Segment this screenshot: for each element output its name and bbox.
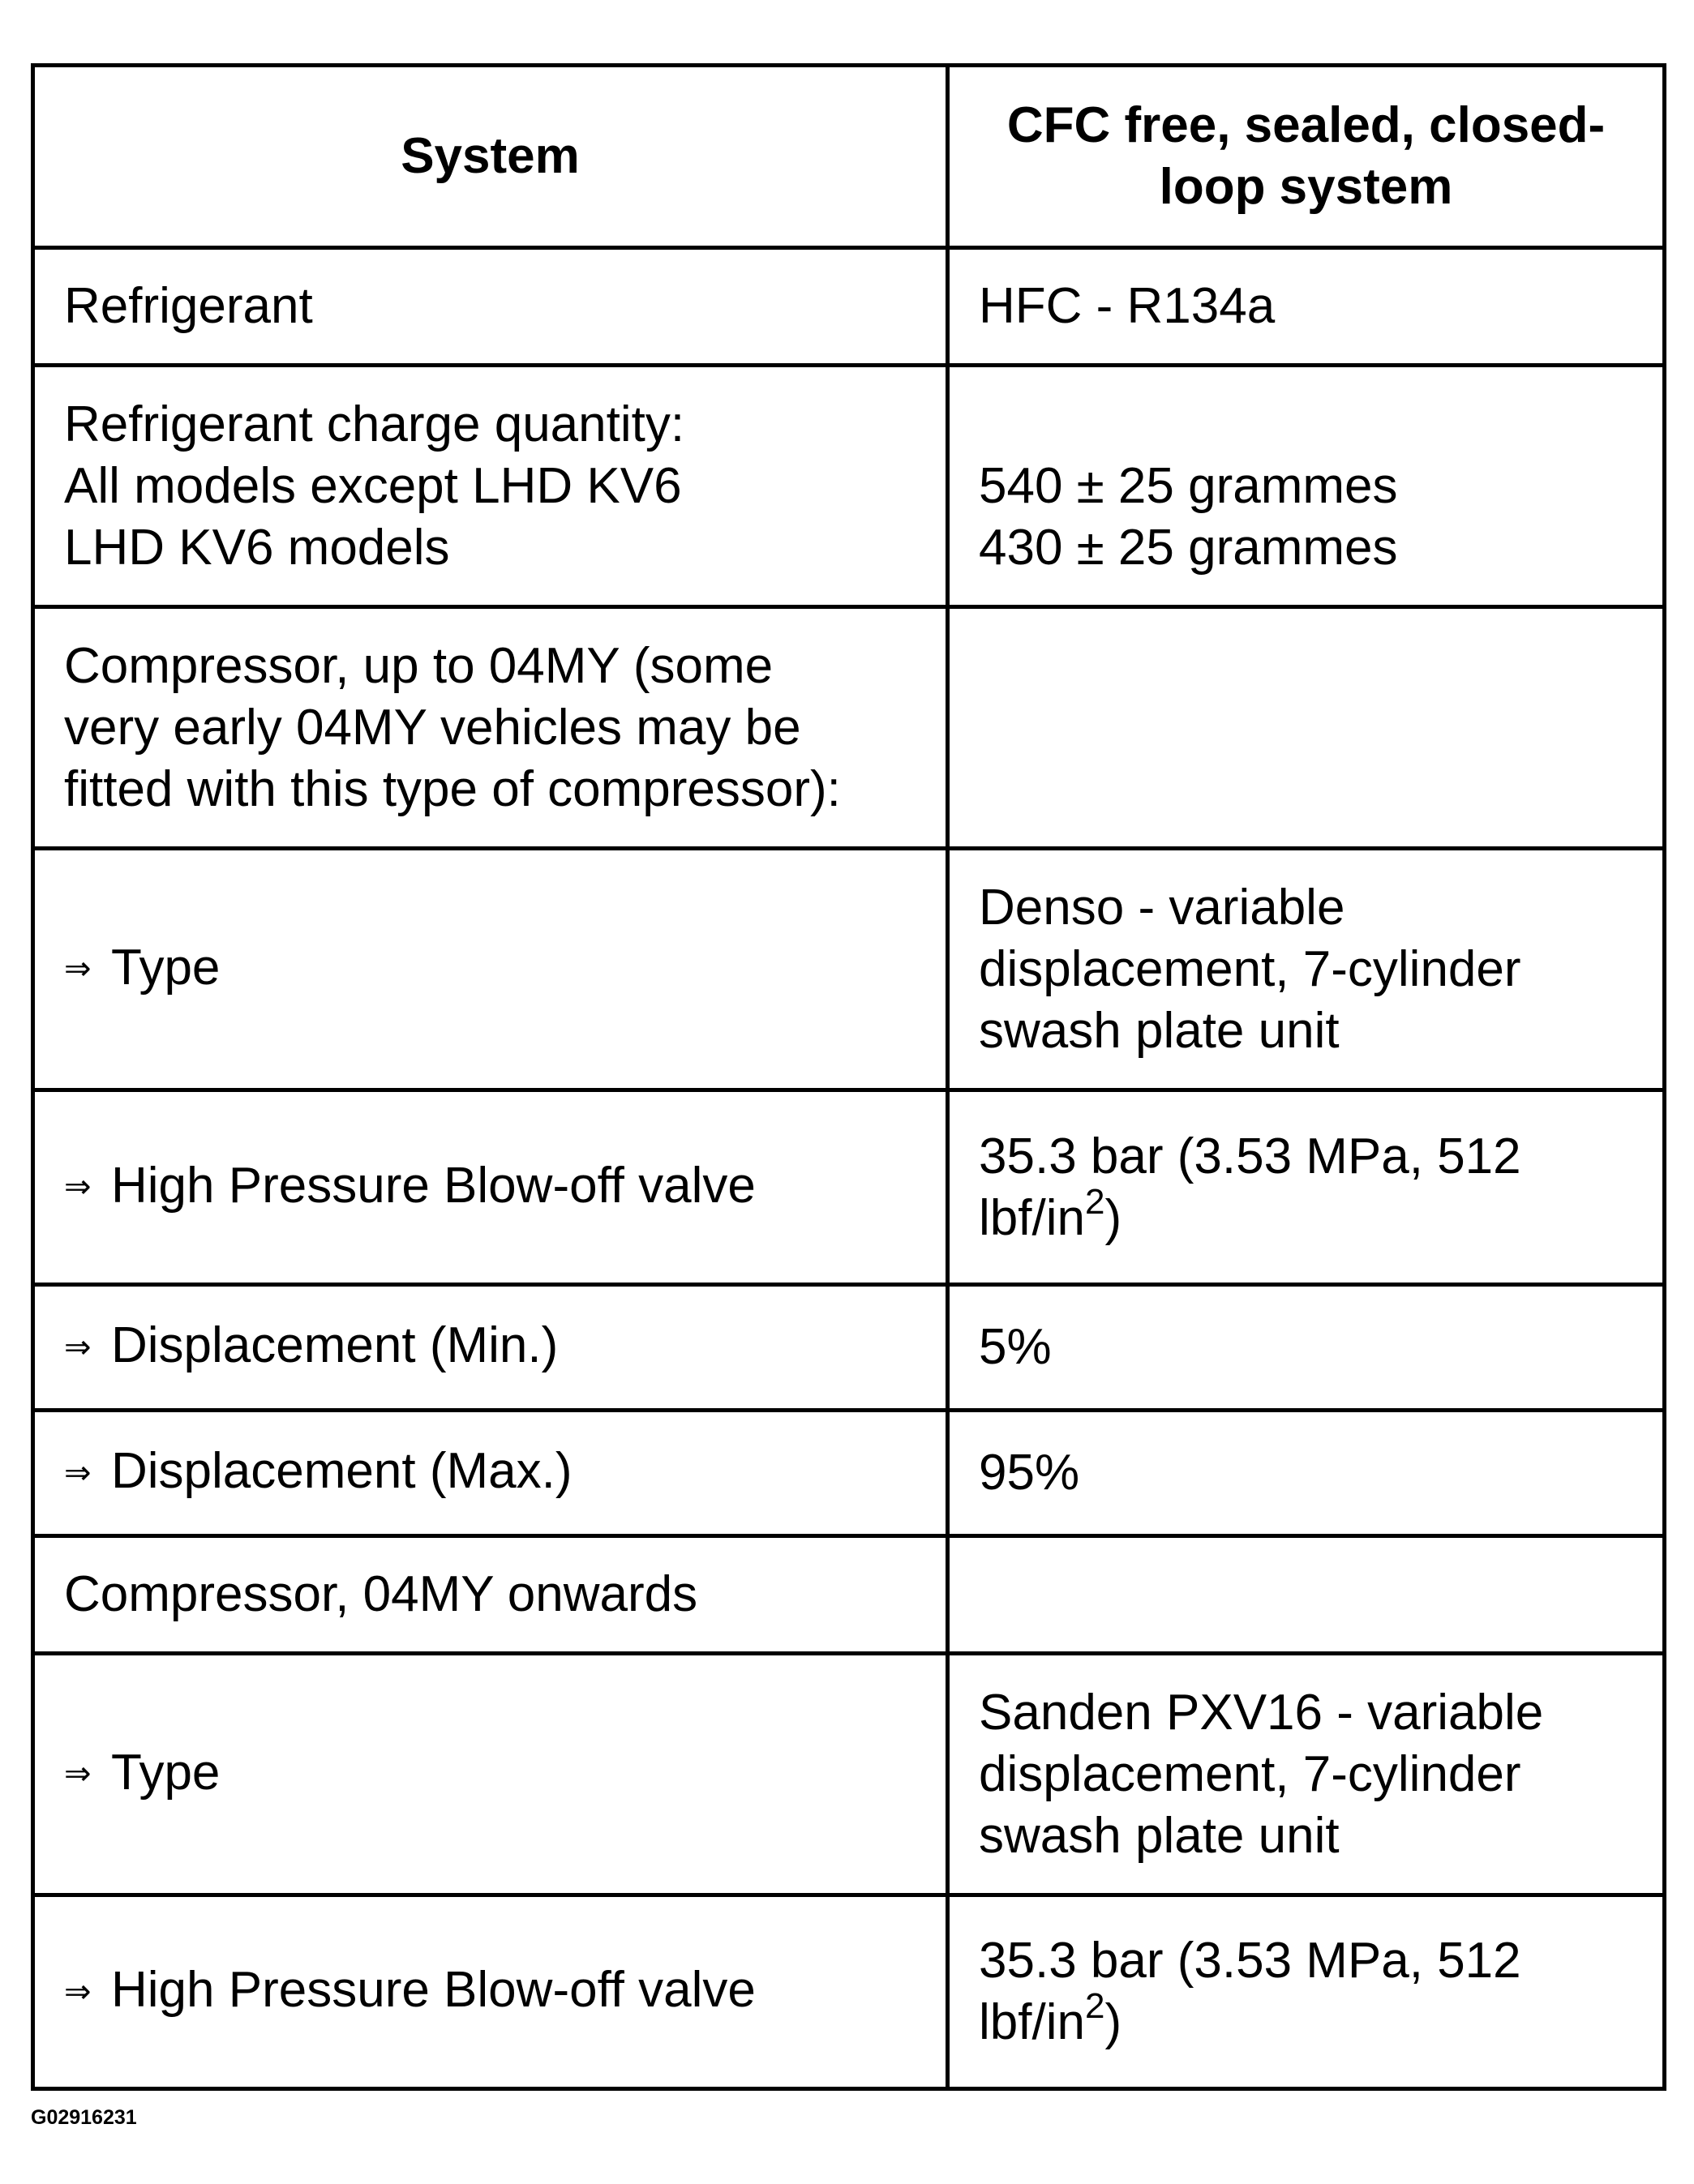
label-line: Refrigerant charge quantity: xyxy=(64,396,685,452)
label-line: Refrigerant xyxy=(64,278,313,334)
row-value-charge-quantity xyxy=(948,366,1665,607)
table-row xyxy=(33,1285,1665,1411)
row-label-charge-quantity xyxy=(33,366,948,607)
value-line: 430 ± 25 grammes xyxy=(979,519,1398,576)
row-value-compressor-04my-onwards xyxy=(948,1536,1665,1654)
value-line: 35.3 bar (3.53 MPa, 512 xyxy=(979,1128,1521,1184)
row-label-blowoff-valve-2 xyxy=(33,1895,948,2089)
table-row xyxy=(33,248,1665,366)
table-row xyxy=(33,1895,1665,2089)
label-line: Compressor, 04MY onwards xyxy=(64,1566,698,1622)
value-line: swash plate unit xyxy=(979,1002,1340,1059)
specification-table xyxy=(31,63,1666,2091)
row-label-type-sanden xyxy=(33,1654,948,1895)
value-line: HFC - R134a xyxy=(979,278,1276,334)
label-text: High Pressure Blow-off valve xyxy=(111,1962,756,2019)
value-exponent: 2 xyxy=(1084,1986,1105,2026)
value-close-paren: ) xyxy=(1104,1189,1122,1246)
value-line: 5% xyxy=(979,1319,1052,1375)
arrow-icon: ⇒ xyxy=(64,1973,92,2010)
value-close-paren: ) xyxy=(1104,1994,1122,2050)
table-row xyxy=(33,366,1665,607)
value-line xyxy=(979,1986,1662,2053)
label-line: very early 04MY vehicles may be xyxy=(64,699,801,756)
value-line: 95% xyxy=(979,1445,1080,1501)
row-value-displacement-min xyxy=(948,1285,1665,1411)
label-line: All models except LHD KV6 xyxy=(64,457,682,514)
row-label-compressor-04my-onwards xyxy=(33,1536,948,1654)
label-line: LHD KV6 models xyxy=(64,519,450,576)
arrow-icon: ⇒ xyxy=(64,1454,92,1491)
arrow-icon: ⇒ xyxy=(64,1329,92,1365)
table-row xyxy=(33,1536,1665,1654)
table-row xyxy=(33,1654,1665,1895)
row-value-blowoff-valve-2 xyxy=(948,1895,1665,2089)
table-header-row xyxy=(33,66,1665,248)
value-line xyxy=(979,1181,1662,1249)
value-line: 35.3 bar (3.53 MPa, 512 xyxy=(979,1933,1521,1989)
label-text: High Pressure Blow-off valve xyxy=(111,1157,756,1214)
table-row xyxy=(33,1090,1665,1285)
value-unit: lbf/in xyxy=(979,1189,1085,1246)
row-label-displacement-max xyxy=(33,1411,948,1536)
value-exponent: 2 xyxy=(1084,1181,1105,1222)
label-text: Type xyxy=(111,1744,221,1801)
row-label-blowoff-valve-1 xyxy=(33,1090,948,1285)
value-line: displacement, 7-cylinder xyxy=(979,1745,1521,1802)
arrow-icon: ⇒ xyxy=(64,1756,92,1792)
row-value-blowoff-valve-1 xyxy=(948,1090,1665,1285)
label-text: Displacement (Min.) xyxy=(111,1317,559,1374)
header-description-line-1: CFC free, sealed, closed- xyxy=(1006,97,1606,153)
header-description-line-2: loop system xyxy=(1159,159,1453,215)
value-line: Denso - variable xyxy=(979,879,1345,936)
row-value-displacement-max xyxy=(948,1411,1665,1536)
value-unit: lbf/in xyxy=(979,1994,1085,2050)
label-text: Displacement (Max.) xyxy=(111,1443,573,1500)
arrow-icon: ⇒ xyxy=(64,951,92,987)
row-value-compressor-up-to-04my xyxy=(948,607,1665,849)
arrow-icon: ⇒ xyxy=(64,1169,92,1205)
header-description xyxy=(948,66,1665,248)
row-label-compressor-up-to-04my xyxy=(33,607,948,849)
value-line: displacement, 7-cylinder xyxy=(979,940,1521,997)
label-line: Compressor, up to 04MY (some xyxy=(64,637,774,694)
row-value-refrigerant xyxy=(948,248,1665,366)
label-line: fitted with this type of compressor): xyxy=(64,760,841,817)
figure-id-label: G02916231 xyxy=(31,2106,137,2129)
row-value-type-denso xyxy=(948,849,1665,1090)
value-line: Sanden PXV16 - variable xyxy=(979,1684,1544,1741)
label-text: Type xyxy=(111,939,221,996)
row-label-type-denso xyxy=(33,849,948,1090)
row-label-displacement-min xyxy=(33,1285,948,1411)
row-label-refrigerant xyxy=(33,248,948,366)
header-system: System xyxy=(33,66,948,248)
value-line: 540 ± 25 grammes xyxy=(979,457,1398,514)
table-row xyxy=(33,849,1665,1090)
table-row xyxy=(33,607,1665,849)
table-row xyxy=(33,1411,1665,1536)
row-value-type-sanden xyxy=(948,1654,1665,1895)
value-line: swash plate unit xyxy=(979,1807,1340,1864)
